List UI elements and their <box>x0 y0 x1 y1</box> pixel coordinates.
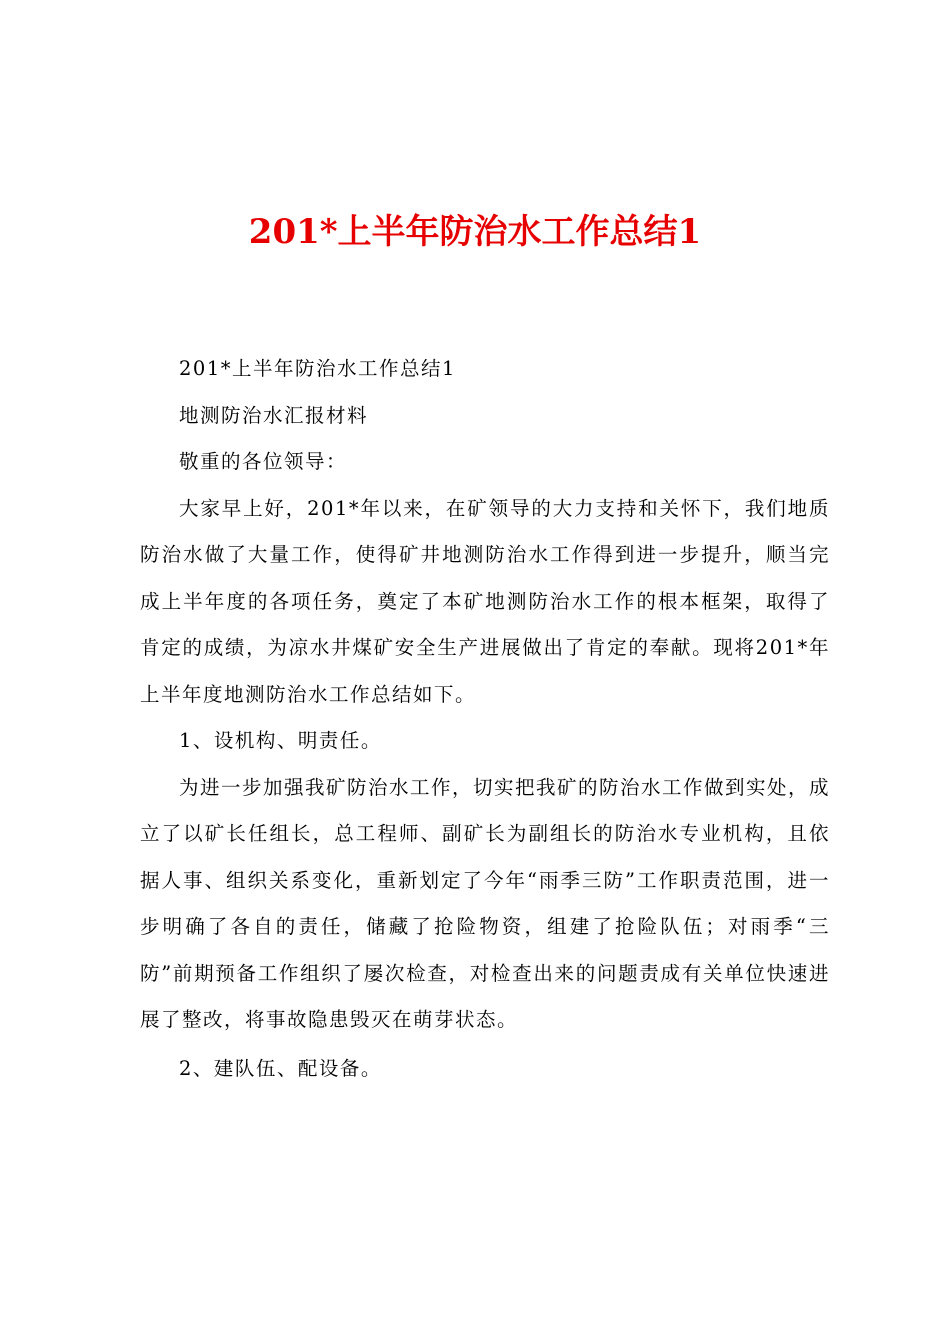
paragraph-subtitle: 地测防治水汇报材料 <box>179 403 369 427</box>
paragraph-section-2-heading: 2、建队伍、配设备。 <box>179 1056 382 1080</box>
paragraph-intro: 大家早上好，201*年以来，在矿领导的大力支持和关怀下，我们地质防治水做了大量工作，使得矿井地测防治水工作得到进一步提升，顺当完成上半年度的各项任务，奠定了本矿地测防治水工作的根本框架，取得了肯定的成绩，为凉水井煤矿安全生产进展做出了肯定的奉献。现将201*年上半年度地测防治水工作总结如下。 <box>140 496 830 706</box>
paragraph-section-1-heading: 1、设机构、明责任。 <box>179 729 382 752</box>
document-body <box>140 346 830 1092</box>
paragraph-heading-repeat: 201*上半年防治水工作总结1 <box>179 357 456 380</box>
document-title: 201*上半年防治水工作总结1 <box>248 212 702 252</box>
paragraph-section-1-body: 为进一步加强我矿防治水工作，切实把我矿的防治水工作做到实处，成立了以矿长任组长，总工程师、副矿长为副组长的防治水专业机构，且依据人事、组织关系变化，重新划定了今年“雨季三防”工作职责范围，进一步明确了各自的责任，储藏了抢险物资，组建了抢险队伍；对雨季“三防”前期预备工作组织了屡次检查，对检查出来的问题责成有关单位快速进展了整改，将事故隐患毁灭在萌芽状态。 <box>140 775 831 1031</box>
paragraph-salutation: 敬重的各位领导： <box>179 450 348 473</box>
